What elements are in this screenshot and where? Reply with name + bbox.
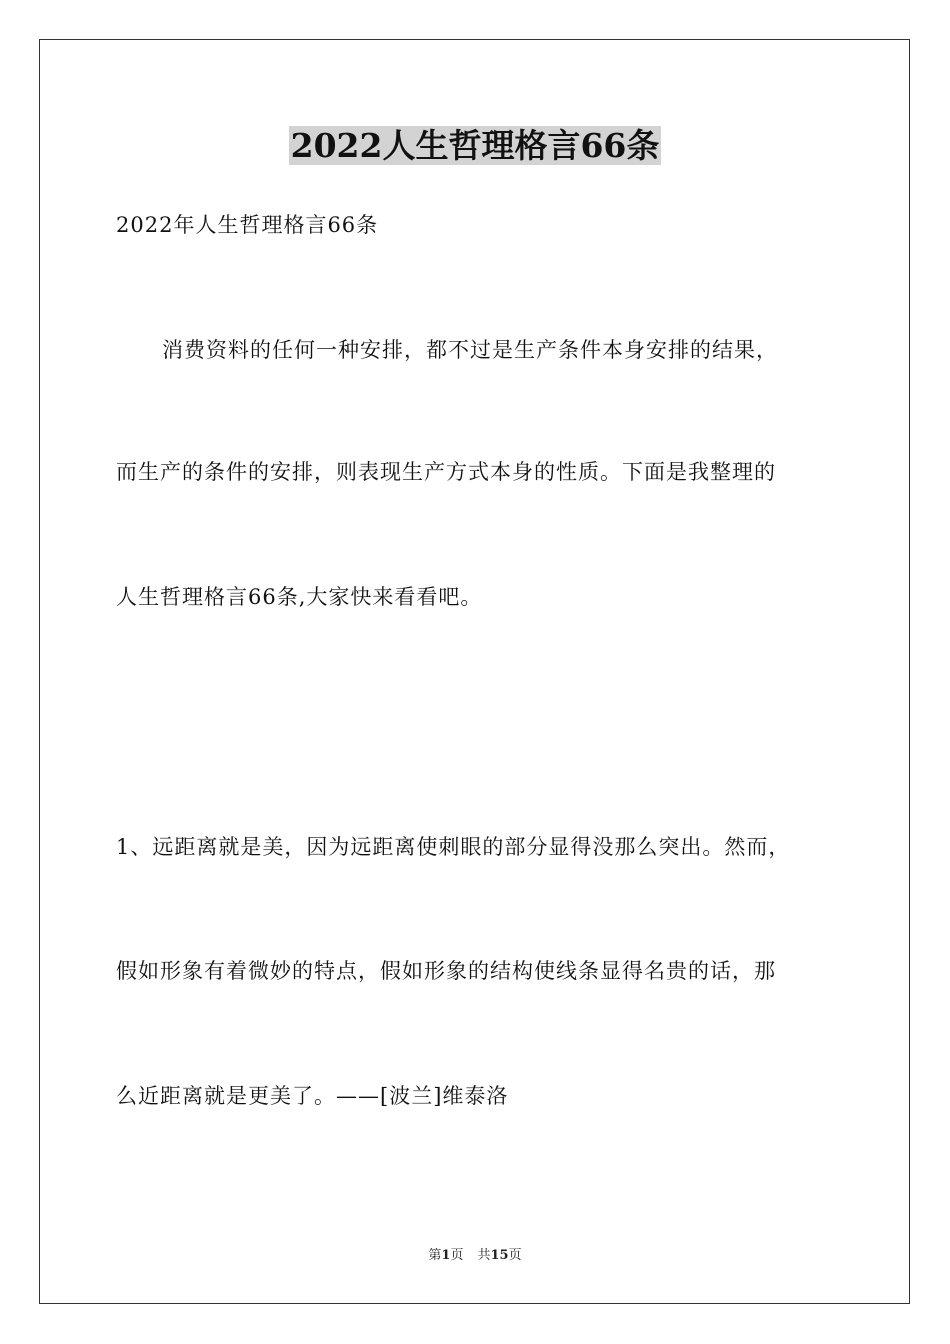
item-1-line-1: 1、远距离就是美，因为远距离使刺眼的部分显得没那么突出。然而， <box>116 835 791 859</box>
item-1-line-2: 假如形象有着微妙的特点，假如形象的结构使线条显得名贵的话，那 <box>116 959 776 983</box>
document-subtitle: 2022年人生哲理格言66条 <box>116 213 379 237</box>
paragraph-1-line-3: 人生哲理格言66条,大家快来看看吧。 <box>116 585 483 609</box>
document-title-text: 2022人生哲理格言66条 <box>290 126 660 165</box>
page-footer <box>0 1247 950 1265</box>
item-1-line-3: 么近距离就是更美了。——[波兰]维泰洛 <box>116 1084 509 1108</box>
footer-page-prefix: 第 <box>428 1248 442 1263</box>
paragraph-1-line-1: 消费资料的任何一种安排，都不过是生产条件本身安排的结果， <box>162 338 778 362</box>
footer-page-suffix: 页 <box>450 1248 464 1263</box>
footer-page-total: 15 <box>490 1248 509 1263</box>
footer-total-suffix: 页 <box>508 1248 522 1263</box>
footer-page-current: 1 <box>441 1248 451 1263</box>
paragraph-1-line-2: 而生产的条件的安排，则表现生产方式本身的性质。下面是我整理的 <box>116 460 776 484</box>
footer-total-prefix: 共 <box>477 1248 491 1263</box>
document-title <box>0 124 950 168</box>
